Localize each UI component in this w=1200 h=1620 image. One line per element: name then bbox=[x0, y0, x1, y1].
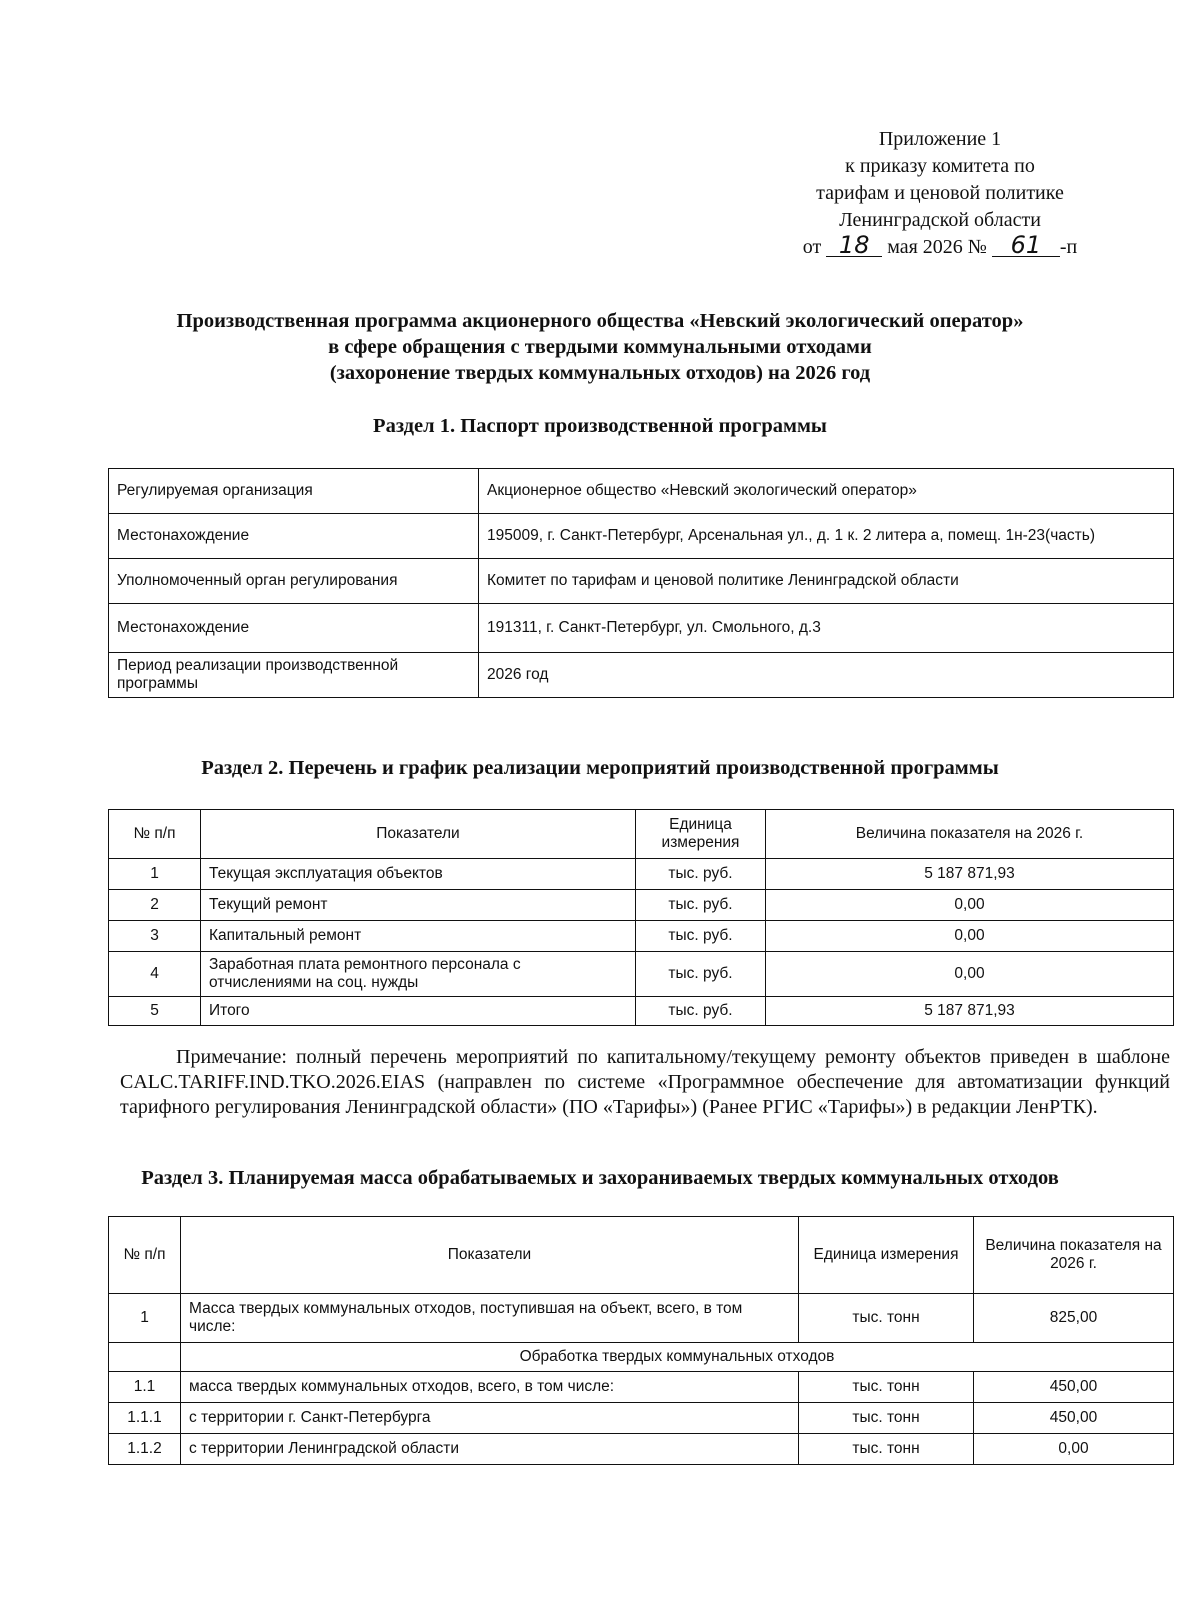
table-header-row bbox=[109, 810, 1174, 859]
row-unit: тыс. тонн bbox=[799, 1294, 974, 1343]
order-date-prefix: от bbox=[802, 236, 822, 258]
row-value: 0,00 bbox=[766, 952, 1174, 997]
passport-value: Комитет по тарифам и ценовой политике Ленинградской области bbox=[479, 559, 1174, 604]
table-row bbox=[109, 514, 1174, 559]
row-indicator: Масса твердых коммунальных отходов, поступившая на объект, всего, в том числе: bbox=[181, 1294, 799, 1343]
passport-value: 195009, г. Санкт-Петербург, Арсенальная ул., д. 1 к. 2 литера а, помещ. 1н-23(часть) bbox=[479, 514, 1174, 559]
row-num: 1 bbox=[109, 1294, 181, 1343]
row-unit: тыс. тонн bbox=[799, 1403, 974, 1434]
row-unit: тыс. руб. bbox=[636, 921, 766, 952]
row-indicator: с территории г. Санкт-Петербурга bbox=[181, 1403, 799, 1434]
waste-mass-table bbox=[108, 1216, 1174, 1465]
row-num: 1 bbox=[109, 859, 201, 890]
column-header-value: Величина показателя на 2026 г. bbox=[974, 1217, 1174, 1294]
order-day-handwritten: 18 bbox=[826, 234, 882, 257]
row-value: 0,00 bbox=[766, 921, 1174, 952]
document-title bbox=[100, 308, 1100, 386]
row-value: 450,00 bbox=[974, 1403, 1174, 1434]
row-indicator: Текущий ремонт bbox=[201, 890, 636, 921]
column-header-value: Величина показателя на 2026 г. bbox=[766, 810, 1174, 859]
row-unit: тыс. руб. bbox=[636, 890, 766, 921]
passport-label: Местонахождение bbox=[109, 514, 479, 559]
table-row bbox=[109, 859, 1174, 890]
row-indicator: масса твердых коммунальных отходов, всего, в том числе: bbox=[181, 1372, 799, 1403]
table-row bbox=[109, 1294, 1174, 1343]
table-header-row bbox=[109, 1217, 1174, 1294]
row-num: 1.1 bbox=[109, 1372, 181, 1403]
row-num: 1.1.1 bbox=[109, 1403, 181, 1434]
table-row bbox=[109, 890, 1174, 921]
row-unit: тыс. руб. bbox=[636, 997, 766, 1026]
section-2-heading: Раздел 2. Перечень и график реализации мероприятий производственной программы bbox=[201, 757, 999, 779]
row-value: 450,00 bbox=[974, 1372, 1174, 1403]
table-row bbox=[109, 1372, 1174, 1403]
column-header-unit: Единица измерения bbox=[799, 1217, 974, 1294]
passport-table bbox=[108, 468, 1174, 698]
table-subheading-row bbox=[109, 1343, 1174, 1372]
table-subheading: Обработка твердых коммунальных отходов bbox=[181, 1343, 1174, 1372]
table-row bbox=[109, 997, 1174, 1026]
appendix-line-3: тарифам и ценовой политике bbox=[816, 182, 1064, 204]
row-indicator: с территории Ленинградской области bbox=[181, 1434, 799, 1465]
row-num: 4 bbox=[109, 952, 201, 997]
row-unit: тыс. руб. bbox=[636, 952, 766, 997]
row-value: 825,00 bbox=[974, 1294, 1174, 1343]
column-header-indicator: Показатели bbox=[181, 1217, 799, 1294]
row-value: 5 187 871,93 bbox=[766, 859, 1174, 890]
table-row bbox=[109, 469, 1174, 514]
row-unit: тыс. тонн bbox=[799, 1434, 974, 1465]
passport-label: Период реализации производственной программы bbox=[109, 653, 479, 698]
row-unit: тыс. руб. bbox=[636, 859, 766, 890]
title-line-2: в сфере обращения с твердыми коммунальными отходами bbox=[328, 336, 872, 358]
column-header-num: № п/п bbox=[109, 810, 201, 859]
passport-label: Местонахождение bbox=[109, 604, 479, 653]
passport-label: Уполномоченный орган регулирования bbox=[109, 559, 479, 604]
title-line-3: (захоронение твердых коммунальных отходов) на 2026 год bbox=[329, 362, 871, 384]
order-date-line bbox=[780, 231, 1100, 261]
row-unit: тыс. тонн bbox=[799, 1372, 974, 1403]
row-num: 1.1.2 bbox=[109, 1434, 181, 1465]
passport-value: 2026 год bbox=[479, 653, 1174, 698]
passport-value: Акционерное общество «Невский экологический оператор» bbox=[479, 469, 1174, 514]
appendix-block bbox=[780, 126, 1100, 261]
table-row bbox=[109, 1434, 1174, 1465]
passport-label: Регулируемая организация bbox=[109, 469, 479, 514]
appendix-line-4: Ленинградской области bbox=[839, 209, 1041, 231]
row-num: 3 bbox=[109, 921, 201, 952]
column-header-indicator: Показатели bbox=[201, 810, 636, 859]
row-indicator: Текущая эксплуатация объектов bbox=[201, 859, 636, 890]
order-month-year: мая 2026 № bbox=[887, 236, 987, 258]
row-indicator: Заработная плата ремонтного персонала с отчислениями на соц. нужды bbox=[201, 952, 636, 997]
row-num: 2 bbox=[109, 890, 201, 921]
row-indicator: Капитальный ремонт bbox=[201, 921, 636, 952]
measures-table bbox=[108, 809, 1174, 1026]
column-header-num: № п/п bbox=[109, 1217, 181, 1294]
order-number-handwritten: 61 bbox=[992, 234, 1060, 257]
row-indicator: Итого bbox=[201, 997, 636, 1026]
section-3-heading: Раздел 3. Планируемая масса обрабатываемых и захораниваемых твердых коммунальных отходов bbox=[141, 1167, 1059, 1189]
section-1-heading: Раздел 1. Паспорт производственной программы bbox=[373, 415, 827, 437]
passport-value: 191311, г. Санкт-Петербург, ул. Смольного, д.3 bbox=[479, 604, 1174, 653]
row-value: 0,00 bbox=[766, 890, 1174, 921]
table-row bbox=[109, 604, 1174, 653]
table-row bbox=[109, 653, 1174, 698]
row-num: 5 bbox=[109, 997, 201, 1026]
order-number-suffix: -п bbox=[1059, 236, 1078, 258]
section-2-note: Примечание: полный перечень мероприятий по капитальному/текущему ремонту объектов приведен в шаблоне CALC.TARIFF.IND.TKO.2026.EIAS (направлен по системе «Программное обеспечение для автоматизации функций тарифного регулирования Ленинградской области» (ПО «Тарифы») (Ранее РГИС «Тарифы») в редакции ЛенРТК). bbox=[120, 1046, 1170, 1118]
row-value: 0,00 bbox=[974, 1434, 1174, 1465]
table-row bbox=[109, 952, 1174, 997]
table-row bbox=[109, 1403, 1174, 1434]
table-row bbox=[109, 559, 1174, 604]
title-line-1: Производственная программа акционерного общества «Невский экологический оператор» bbox=[176, 310, 1024, 332]
table-row bbox=[109, 921, 1174, 952]
appendix-line-1: Приложение 1 bbox=[878, 128, 1002, 150]
column-header-unit: Единица измерения bbox=[636, 810, 766, 859]
row-value: 5 187 871,93 bbox=[766, 997, 1174, 1026]
appendix-line-2: к приказу комитета по bbox=[845, 155, 1035, 177]
